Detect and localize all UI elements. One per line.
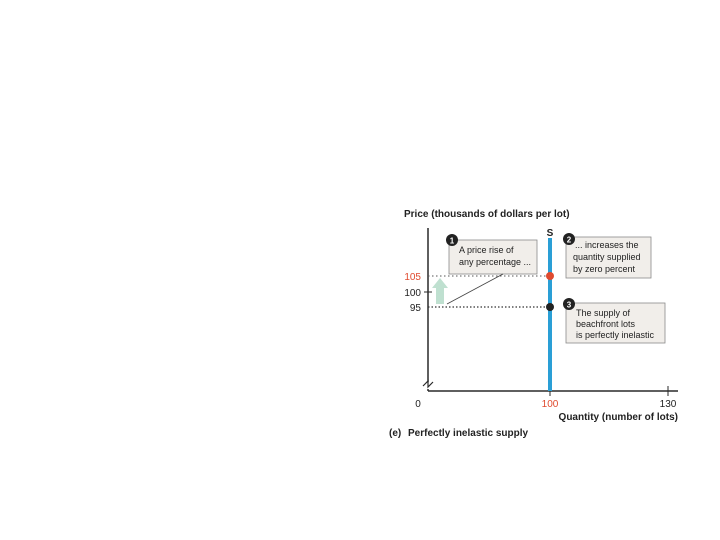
annotation-2-line-1: ... increases the [575,240,639,250]
x-axis-title: Quantity (number of lots) [558,412,678,423]
x-tick-label-130: 130 [659,399,677,410]
annotation-2-line-2: quantity supplied [573,252,641,262]
annotation-3-line-1: The supply of [576,308,631,318]
y-axis-title: Price (thousands of dollars per lot) [404,209,570,220]
annotation-number-3: 3 [566,300,572,310]
panel-label: (e) [389,428,402,439]
annotation-number-1: 1 [449,236,455,246]
y-tick-label-100: 100 [404,288,421,299]
annotation-3-line-2: beachfront lots [576,319,636,329]
y-tick-label-105: 105 [404,272,421,283]
price-rise-arrow [432,278,448,304]
annotation-2-line-3: by zero percent [573,264,636,274]
point-105 [546,272,554,280]
y-tick-label-95: 95 [409,303,421,314]
annotation-3-line-3: is perfectly inelastic [576,330,655,340]
chart-title: Perfectly inelastic supply [408,428,529,439]
x-tick-label-100: 100 [541,399,559,410]
annotation-1-line-2: any percentage ... [459,257,532,267]
point-95 [546,303,554,311]
supply-label: S [546,228,554,239]
annotation-number-2: 2 [566,235,572,245]
figure-caption [389,428,529,439]
axis-break-icon [423,381,433,387]
annotation-leader-1 [447,274,503,304]
x-tick-label-0: 0 [415,399,421,410]
annotation-1-line-1: A price rise of [459,245,514,255]
